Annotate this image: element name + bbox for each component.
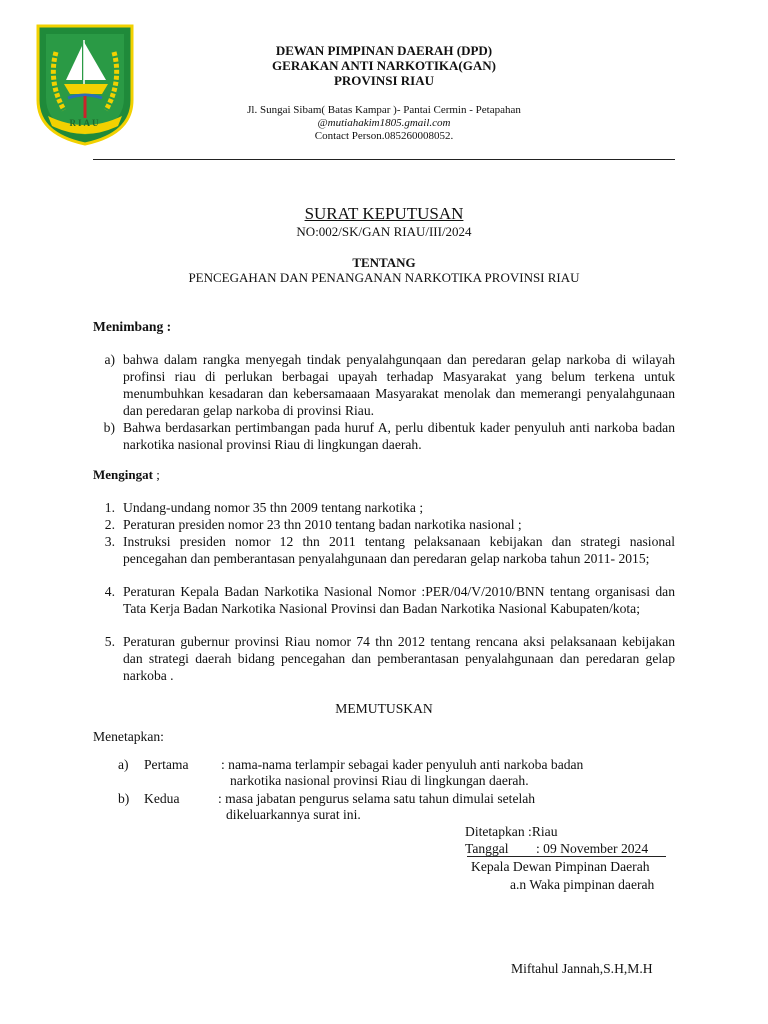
document-title: SURAT KEPUTUSAN — [304, 204, 464, 223]
header-divider — [93, 159, 675, 160]
menetapkan-item-marker: b) — [118, 791, 130, 806]
item-text: Peraturan gubernur provinsi Riau nomor 74 thn 2012 tentang rencana aksi pelaksanaan kebijakan dan strategi daerah bidang pencegahan dan pemberantasan penyalahgunaan dan peredaran gelap narkoba . — [123, 634, 675, 683]
menetapkan-item-line1: : nama-nama terlampir sebagai kader penyuluh anti narkoba badan — [221, 757, 584, 772]
item-marker: 2. — [104, 517, 115, 532]
menetapkan-item-line2: dikeluarkannya surat ini. — [226, 807, 361, 822]
menimbang-label: Menimbang : — [93, 319, 172, 334]
menetapkan-item-line1: : masa jabatan pengurus selama satu tahun dimulai setelah — [218, 791, 536, 806]
address: Jl. Sungai Sibam( Batas Kampar )- Pantai Cermin - Petapahan — [247, 104, 521, 116]
document-subject: PENCEGAHAN DAN PENANGANAN NARKOTIKA PROVINSI RIAU — [188, 270, 580, 285]
signature-date-value: : 09 November 2024 — [536, 841, 649, 856]
signature-role1: Kepala Dewan Pimpinan Daerah — [471, 859, 650, 874]
menetapkan-label: Menetapkan: — [93, 729, 164, 744]
item-text: Bahwa berdasarkan pertimbangan pada huruf A, perlu dibentuk kader penyuluh anti narkoba badan narkotika nasional provinsi Riau di lingkungan daerah. — [123, 420, 675, 452]
item-text: Peraturan Kepala Badan Narkotika Nasional Nomor :PER/04/V/2010/BNN tentang organisasi dan Tata Kerja Badan Narkotika Nasional Provinsi dan Badan Narkotika Nasional Kabupaten/kota; — [123, 584, 675, 616]
memutuskan-heading: MEMUTUSKAN — [335, 701, 433, 716]
item-marker: 3. — [104, 534, 115, 549]
menetapkan-item-name: Pertama — [144, 757, 189, 772]
riau-emblem-logo — [34, 22, 136, 146]
item-marker: 4. — [104, 584, 115, 599]
item-marker: b) — [103, 420, 115, 435]
contact-person: Contact Person.085260008052. — [314, 130, 454, 142]
mengingat-suffix: ; — [152, 467, 160, 482]
signatory-name: Miftahul Jannah,S.H,M.H — [511, 961, 653, 976]
mengingat-heading — [93, 467, 160, 483]
logo-text: RIAU — [69, 118, 101, 128]
menetapkan-item-name: Kedua — [144, 791, 180, 806]
about-label: TENTANG — [352, 255, 416, 270]
item-text: Peraturan presiden nomor 23 thn 2010 tentang badan narkotika nasional ; — [123, 517, 522, 532]
item-text: bahwa dalam rangka menyegah tindak penyalahgunqaan dan peredaran gelap narkoba di wilayah profinsi riau di perlukan berbagai upayah terhadap Masyarakat yang belum terkena untuk menumbuhkan kesadaran dan kebersamaaan Masyarakat menolak dan memerangi penyalahgunaan dan peredaran gelap narkoba di provinsi Riau. — [123, 352, 675, 418]
item-marker: 1. — [104, 500, 115, 515]
email: @mutiahakim1805.gmail.com — [317, 117, 451, 129]
item-text: Instruksi presiden nomor 12 thn 2011 tentang pelaksanaan kebijakan dan strategi nasional pencegahan dan pemberantasan penyalahgunaan dan peredaran gelap narkoba tahun 2011- 2015; — [123, 534, 675, 566]
item-marker: a) — [104, 352, 115, 367]
menetapkan-item-marker: a) — [118, 757, 129, 772]
signature-date-label: Tanggal — [465, 841, 509, 856]
org-name-line3: PROVINSI RIAU — [333, 73, 435, 88]
signature-place: Ditetapkan :Riau — [465, 824, 558, 839]
menimbang-item — [93, 351, 675, 419]
item-marker: 5. — [104, 634, 115, 649]
org-name-line2: GERAKAN ANTI NARKOTIKA(GAN) — [272, 58, 496, 73]
date-underline — [467, 856, 666, 857]
menimbang-item — [93, 419, 675, 453]
item-text: Undang-undang nomor 35 thn 2009 tentang narkotika ; — [123, 500, 424, 515]
signature-role2: a.n Waka pimpinan daerah — [510, 877, 655, 892]
org-name-line1: DEWAN PIMPINAN DAERAH (DPD) — [275, 43, 493, 58]
mengingat-label: Mengingat — [93, 467, 153, 482]
menetapkan-item-line2: narkotika nasional provinsi Riau di lingkungan daerah. — [230, 773, 529, 788]
document-number: NO:002/SK/GAN RIAU/III/2024 — [296, 224, 472, 239]
